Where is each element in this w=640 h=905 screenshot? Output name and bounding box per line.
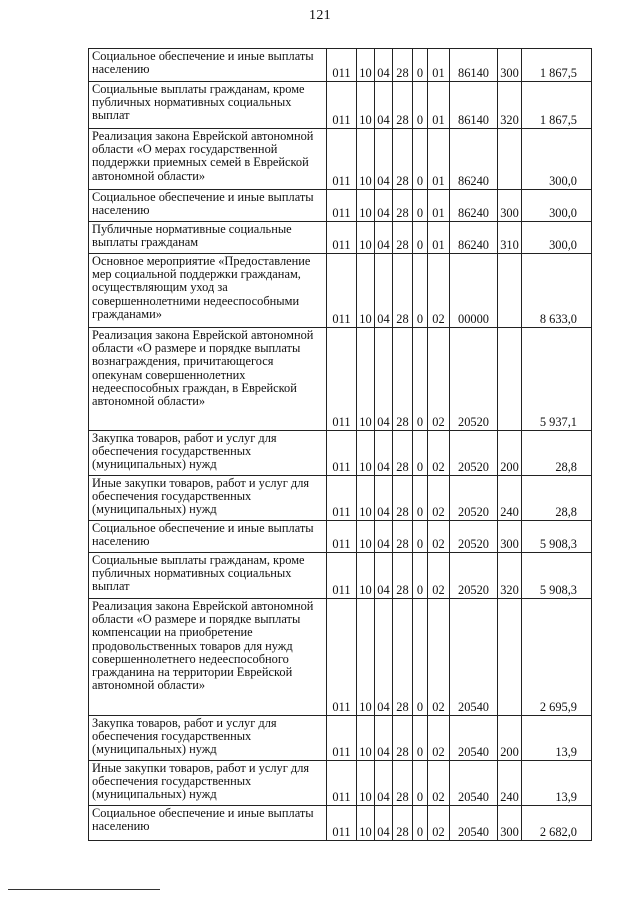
cell-amount: 5 908,3	[522, 553, 592, 599]
cell-sub: 0	[413, 761, 428, 806]
cell-prog: 28	[393, 521, 413, 553]
cell-item: 20540	[450, 806, 498, 841]
cell-desc: Иные закупки товаров, работ и услуг для обеспечения государственных (муниципальных) нужд	[89, 761, 327, 806]
cell-prog: 28	[393, 49, 413, 82]
cell-sub: 0	[413, 521, 428, 553]
cell-item: 20520	[450, 431, 498, 476]
cell-grp: 02	[428, 761, 450, 806]
cell-item: 20520	[450, 521, 498, 553]
cell-amount: 1 867,5	[522, 82, 592, 129]
cell-code1: 011	[327, 716, 357, 761]
cell-grp: 01	[428, 190, 450, 222]
cell-grp: 02	[428, 431, 450, 476]
cell-type: 200	[498, 716, 522, 761]
cell-prog: 28	[393, 82, 413, 129]
cell-grp: 02	[428, 254, 450, 328]
cell-amount: 2 682,0	[522, 806, 592, 841]
cell-code2: 10	[357, 806, 375, 841]
cell-sub: 0	[413, 476, 428, 521]
cell-amount: 8 633,0	[522, 254, 592, 328]
cell-sub: 0	[413, 553, 428, 599]
cell-sub: 0	[413, 49, 428, 82]
cell-type: 240	[498, 761, 522, 806]
cell-code3: 04	[375, 222, 393, 254]
budget-table	[88, 48, 592, 841]
cell-grp: 02	[428, 806, 450, 841]
cell-type	[498, 328, 522, 431]
cell-prog: 28	[393, 129, 413, 190]
cell-prog: 28	[393, 553, 413, 599]
cell-code2: 10	[357, 553, 375, 599]
cell-amount: 300,0	[522, 129, 592, 190]
cell-item: 86240	[450, 129, 498, 190]
cell-type: 300	[498, 806, 522, 841]
cell-type: 310	[498, 222, 522, 254]
cell-code1: 011	[327, 222, 357, 254]
cell-type: 300	[498, 521, 522, 553]
cell-desc: Социальное обеспечение и иные выплаты населению	[89, 806, 327, 841]
cell-item: 86140	[450, 49, 498, 82]
cell-code2: 10	[357, 254, 375, 328]
cell-grp: 01	[428, 129, 450, 190]
table-row	[89, 328, 592, 431]
cell-item: 20540	[450, 761, 498, 806]
cell-type	[498, 254, 522, 328]
cell-code2: 10	[357, 49, 375, 82]
cell-amount: 5 937,1	[522, 328, 592, 431]
cell-amount: 300,0	[522, 222, 592, 254]
table-row	[89, 82, 592, 129]
cell-sub: 0	[413, 328, 428, 431]
cell-type: 200	[498, 431, 522, 476]
cell-code3: 04	[375, 716, 393, 761]
cell-amount: 28,8	[522, 476, 592, 521]
cell-desc: Социальное обеспечение и иные выплаты населению	[89, 521, 327, 553]
cell-code3: 04	[375, 190, 393, 222]
cell-grp: 02	[428, 476, 450, 521]
cell-code3: 04	[375, 599, 393, 716]
cell-code1: 011	[327, 254, 357, 328]
cell-prog: 28	[393, 222, 413, 254]
cell-desc: Реализация закона Еврейской автономной области «О размере и порядке выплаты вознаграждения, причитающегося опекунам совершеннолетних недееспособных граждан, в Еврейской автономной области»	[89, 328, 327, 431]
cell-sub: 0	[413, 254, 428, 328]
cell-code2: 10	[357, 599, 375, 716]
cell-prog: 28	[393, 431, 413, 476]
cell-amount: 5 908,3	[522, 521, 592, 553]
cell-code2: 10	[357, 129, 375, 190]
cell-grp: 02	[428, 716, 450, 761]
cell-code1: 011	[327, 599, 357, 716]
cell-code1: 011	[327, 190, 357, 222]
cell-desc: Реализация закона Еврейской автономной области «О мерах государственной поддержки приемных семей в Еврейской автономной области»	[89, 129, 327, 190]
cell-code1: 011	[327, 129, 357, 190]
table-row	[89, 806, 592, 841]
cell-code3: 04	[375, 49, 393, 82]
cell-type: 300	[498, 190, 522, 222]
cell-prog: 28	[393, 599, 413, 716]
cell-code3: 04	[375, 431, 393, 476]
cell-code2: 10	[357, 716, 375, 761]
cell-code3: 04	[375, 82, 393, 129]
cell-code3: 04	[375, 553, 393, 599]
cell-desc: Социальные выплаты гражданам, кроме публичных нормативных социальных выплат	[89, 82, 327, 129]
cell-sub: 0	[413, 599, 428, 716]
cell-code1: 011	[327, 82, 357, 129]
cell-amount: 13,9	[522, 716, 592, 761]
cell-prog: 28	[393, 476, 413, 521]
cell-desc: Основное мероприятие «Предоставление мер социальной поддержки гражданам, осуществляющим уход за совершеннолетними недееспособными гражданами»	[89, 254, 327, 328]
cell-desc: Социальное обеспечение и иные выплаты населению	[89, 49, 327, 82]
cell-code2: 10	[357, 431, 375, 476]
cell-code1: 011	[327, 521, 357, 553]
cell-grp: 01	[428, 49, 450, 82]
cell-type: 240	[498, 476, 522, 521]
cell-desc: Реализация закона Еврейской автономной области «О размере и порядке выплаты компенсации на приобретение продовольственных товаров для нужд совершеннолетнего недееспособного гражданина на территории Еврейской автономной области»	[89, 599, 327, 716]
cell-amount: 28,8	[522, 431, 592, 476]
cell-type	[498, 129, 522, 190]
table-row	[89, 599, 592, 716]
cell-item: 86240	[450, 222, 498, 254]
table-row	[89, 129, 592, 190]
cell-sub: 0	[413, 716, 428, 761]
table-row	[89, 521, 592, 553]
cell-code2: 10	[357, 521, 375, 553]
cell-desc: Социальные выплаты гражданам, кроме публичных нормативных социальных выплат	[89, 553, 327, 599]
table-row	[89, 431, 592, 476]
cell-item: 20520	[450, 476, 498, 521]
cell-code3: 04	[375, 129, 393, 190]
cell-code3: 04	[375, 521, 393, 553]
cell-item: 86240	[450, 190, 498, 222]
cell-amount: 13,9	[522, 761, 592, 806]
cell-type: 320	[498, 553, 522, 599]
cell-grp: 02	[428, 521, 450, 553]
cell-amount: 300,0	[522, 190, 592, 222]
cell-desc: Публичные нормативные социальные выплаты гражданам	[89, 222, 327, 254]
cell-sub: 0	[413, 190, 428, 222]
cell-sub: 0	[413, 129, 428, 190]
cell-prog: 28	[393, 254, 413, 328]
cell-grp: 02	[428, 599, 450, 716]
cell-desc: Закупка товаров, работ и услуг для обеспечения государственных (муниципальных) нужд	[89, 431, 327, 476]
cell-code2: 10	[357, 222, 375, 254]
table-row	[89, 254, 592, 328]
table-row	[89, 190, 592, 222]
cell-prog: 28	[393, 328, 413, 431]
cell-code3: 04	[375, 761, 393, 806]
cell-sub: 0	[413, 431, 428, 476]
cell-item: 20520	[450, 328, 498, 431]
table-row	[89, 716, 592, 761]
cell-amount: 1 867,5	[522, 49, 592, 82]
cell-grp: 01	[428, 82, 450, 129]
cell-desc: Социальное обеспечение и иные выплаты населению	[89, 190, 327, 222]
cell-item: 86140	[450, 82, 498, 129]
cell-code3: 04	[375, 328, 393, 431]
cell-sub: 0	[413, 222, 428, 254]
cell-code2: 10	[357, 761, 375, 806]
table-row	[89, 49, 592, 82]
cell-sub: 0	[413, 82, 428, 129]
cell-item: 20540	[450, 716, 498, 761]
cell-code2: 10	[357, 476, 375, 521]
cell-item: 20520	[450, 553, 498, 599]
cell-amount: 2 695,9	[522, 599, 592, 716]
cell-sub: 0	[413, 806, 428, 841]
cell-prog: 28	[393, 806, 413, 841]
cell-desc: Иные закупки товаров, работ и услуг для обеспечения государственных (муниципальных) нужд	[89, 476, 327, 521]
cell-type: 300	[498, 49, 522, 82]
cell-prog: 28	[393, 716, 413, 761]
cell-code3: 04	[375, 806, 393, 841]
page-number: 121	[309, 8, 331, 23]
table-body	[89, 49, 592, 841]
cell-code1: 011	[327, 49, 357, 82]
cell-code1: 011	[327, 328, 357, 431]
cell-code3: 04	[375, 476, 393, 521]
cell-code2: 10	[357, 190, 375, 222]
cell-code3: 04	[375, 254, 393, 328]
footer-divider	[8, 889, 160, 890]
cell-code1: 011	[327, 553, 357, 599]
cell-grp: 01	[428, 222, 450, 254]
cell-code2: 10	[357, 328, 375, 431]
cell-grp: 02	[428, 553, 450, 599]
cell-type	[498, 599, 522, 716]
cell-item: 20540	[450, 599, 498, 716]
cell-code1: 011	[327, 806, 357, 841]
table-row	[89, 761, 592, 806]
cell-desc: Закупка товаров, работ и услуг для обеспечения государственных (муниципальных) нужд	[89, 716, 327, 761]
cell-type: 320	[498, 82, 522, 129]
cell-item: 00000	[450, 254, 498, 328]
cell-code1: 011	[327, 431, 357, 476]
cell-code2: 10	[357, 82, 375, 129]
table-row	[89, 222, 592, 254]
table-row	[89, 476, 592, 521]
cell-prog: 28	[393, 761, 413, 806]
cell-code1: 011	[327, 761, 357, 806]
table-row	[89, 553, 592, 599]
cell-code1: 011	[327, 476, 357, 521]
cell-grp: 02	[428, 328, 450, 431]
cell-prog: 28	[393, 190, 413, 222]
